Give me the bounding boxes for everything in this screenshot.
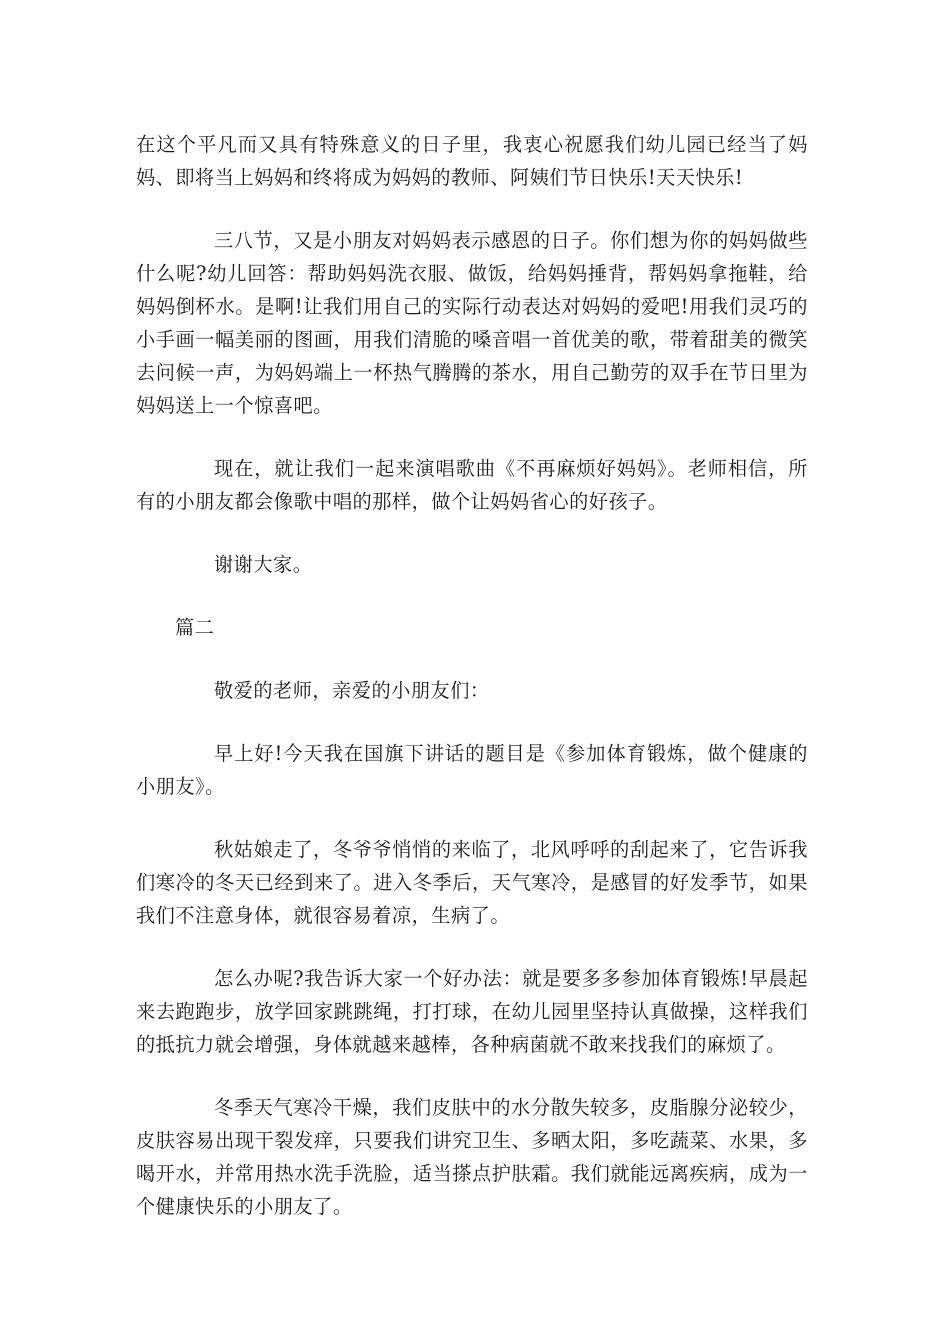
paragraph-blessing: 在这个平凡而又具有特殊意义的日子里，我衷心祝愿我们幼儿园已经当了妈妈、即将当上妈妈和终将成为妈妈的教师、阿姨们节日快乐!天天快乐! (136, 133, 808, 189)
paragraph-greeting: 敬爱的老师，亲爱的小朋友们： (214, 679, 490, 702)
paragraph-speech-title: 早上好!今天我在国旗下讲话的题目是《参加体育锻炼，做个健康的小朋友》。 (136, 742, 808, 798)
paragraph-womens-day: 三八节，又是小朋友对妈妈表示感恩的日子。你们想为你的妈妈做些什么呢?幼儿回答：帮助妈妈洗衣服、做饭，给妈妈捶背，帮妈妈拿拖鞋，给妈妈倒杯水。是啊!让我们用自己的实际行动表达对妈妈的爱吧!用我们灵巧的小手画一幅美丽的图画，用我们清脆的嗓音唱一首优美的歌，带着甜美的微笑去问候一声，为妈妈端上一杯热气腾腾的茶水，用自己勤劳的双手在节日里为妈妈送上一个惊喜吧。 (136, 229, 808, 417)
paragraph-skin-care: 冬季天气寒冷干燥，我们皮肤中的水分散失较多，皮脂腺分泌较少，皮肤容易出现干裂发痒，只要我们讲究卫生、多晒太阳，多吃蔬菜、水果，多喝开水，并常用热水洗手洗脸，适当搽点护肤霜。我们就能远离疾病，成为一个健康快乐的小朋友了。 (136, 1096, 808, 1218)
paragraph-winter: 秋姑娘走了，冬爷爷悄悄的来临了，北风呼呼的刮起来了，它告诉我们寒冷的冬天已经到来了。进入冬季后，天气寒冷，是感冒的好发季节，如果我们不注意身体，就很容易着凉，生病了。 (136, 838, 808, 927)
document-body (136, 128, 808, 1253)
paragraph-exercise: 怎么办呢?我告诉大家一个好办法：就是要多多参加体育锻炼!早晨起来去跑跑步，放学回家跳跳绳，打打球，在幼儿园里坚持认真做操，这样我们的抵抗力就会增强，身体就越来越棒，各种病菌就不敢来找我们的麻烦了。 (136, 967, 808, 1056)
paragraph-song: 现在，就让我们一起来演唱歌曲《不再麻烦好妈妈》。老师相信，所有的小朋友都会像歌中唱的那样，做个让妈妈省心的好孩子。 (136, 457, 808, 513)
paragraph-thanks: 谢谢大家。 (214, 553, 313, 576)
section-heading-part-two: 篇二 (175, 616, 215, 639)
